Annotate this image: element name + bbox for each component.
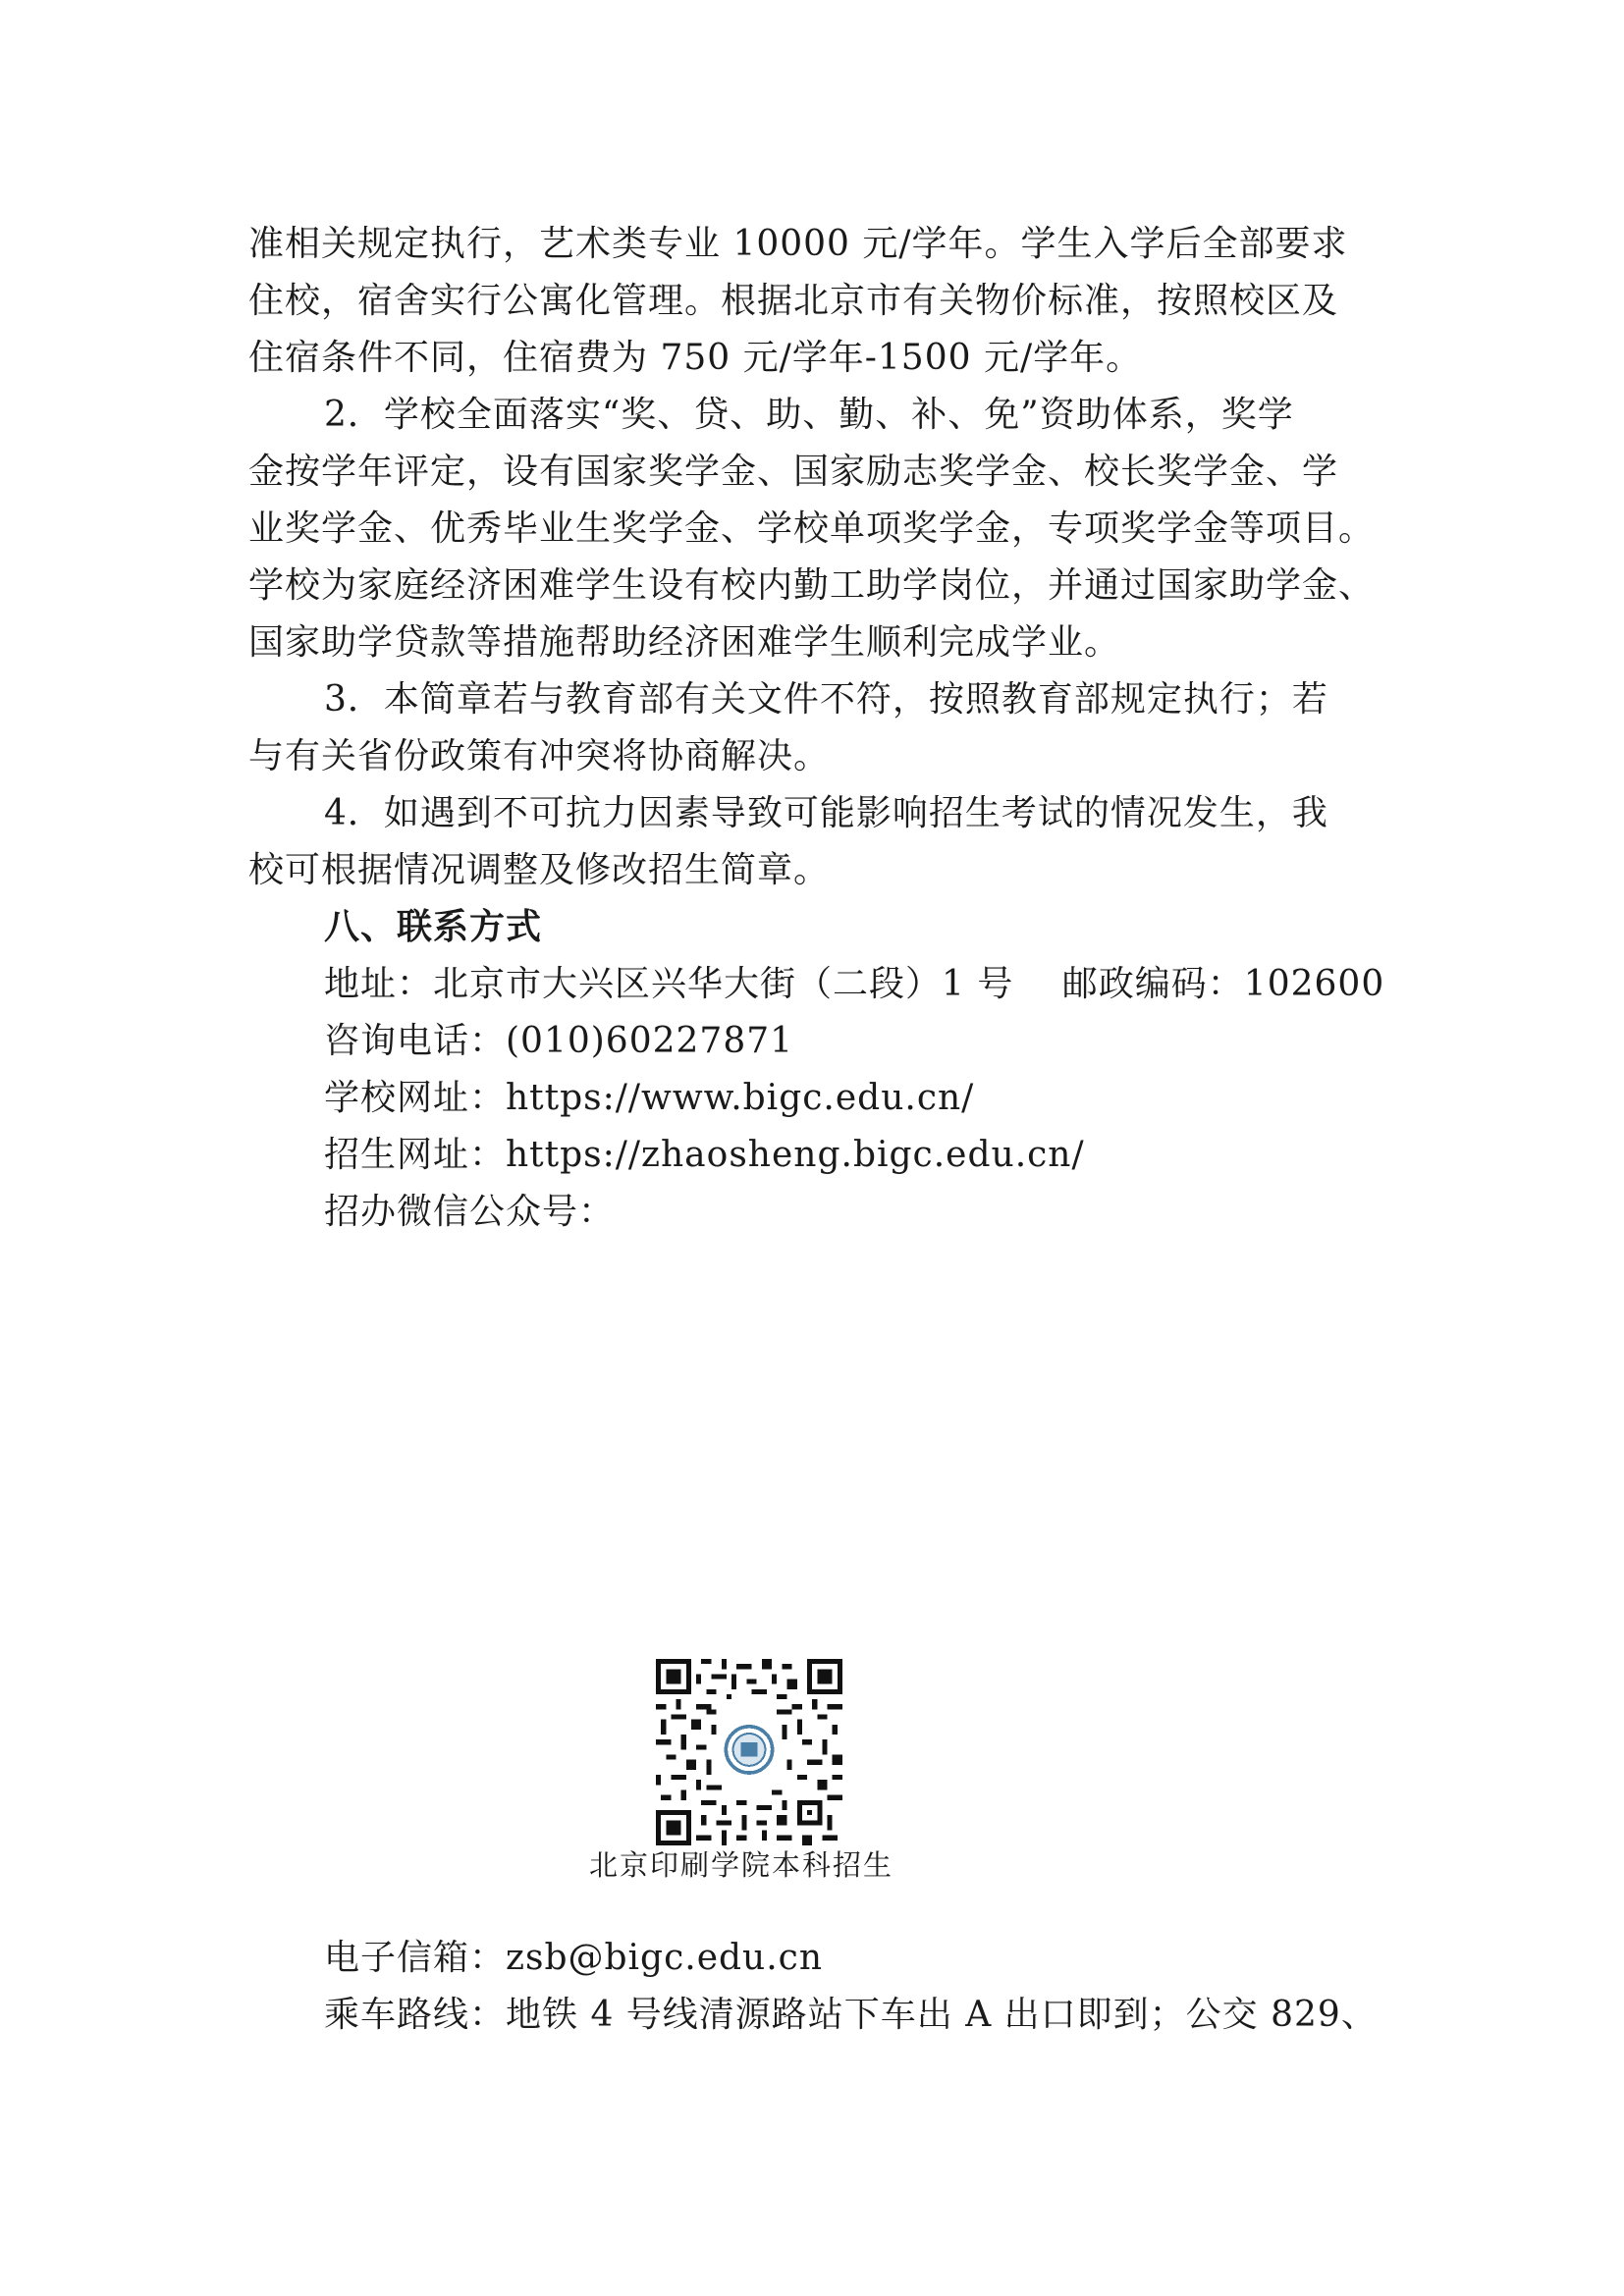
section-heading: 八、联系方式 (324, 907, 543, 947)
paragraph-line: 4．如遇到不可抗力因素导致可能影响招生考试的情况发生，我 (324, 793, 1328, 833)
contact-address: 地址：北京市大兴区兴华大街（二段）1 号 邮政编码：102600 (324, 964, 1385, 1004)
contact-school-site: 学校网址：https://www.bigc.edu.cn/ (324, 1078, 975, 1118)
contact-wechat-label: 招办微信公众号： (324, 1192, 616, 1232)
qr-code-icon (656, 1659, 842, 1845)
paragraph-line: 国家助学贷款等措施帮助经济困难学生顺利完成学业。 (248, 622, 1121, 663)
contact-admission-site: 招生网址：https://zhaosheng.bigc.edu.cn/ (324, 1135, 1085, 1175)
contact-email: 电子信箱：zsb@bigc.edu.cn (324, 1938, 824, 1978)
paragraph-line: 金按学年评定，设有国家奖学金、国家励志奖学金、校长奖学金、学 (248, 452, 1339, 492)
paragraph-line: 2．学校全面落实“奖、贷、助、勤、补、免”资助体系，奖学 (324, 395, 1294, 435)
paragraph-line: 学校为家庭经济困难学生设有校内勤工助学岗位，并通过国家助学金、 (248, 565, 1376, 606)
qr-caption: 北京印刷学院本科招生 (589, 1848, 894, 1882)
paragraph-line: 3．本简章若与教育部有关文件不符，按照教育部规定执行；若 (324, 679, 1328, 720)
contact-transit: 乘车路线：地铁 4 号线清源路站下车出 A 出口即到；公交 829、 (324, 1995, 1378, 2035)
contact-phone: 咨询电话：(010)60227871 (324, 1021, 794, 1061)
paragraph-line: 与有关省份政策有冲突将协商解决。 (248, 736, 831, 776)
paragraph-line: 住校，宿舍实行公寓化管理。根据北京市有关物价标准，按照校区及 (248, 281, 1339, 321)
paragraph-line: 准相关规定执行，艺术类专业 10000 元/学年。学生入学后全部要求 (248, 224, 1348, 264)
paragraph-line: 住宿条件不同，住宿费为 750 元/学年-1500 元/学年。 (248, 338, 1143, 378)
paragraph-line: 业奖学金、优秀毕业生奖学金、学校单项奖学金，专项奖学金等项目。 (248, 508, 1376, 549)
qr-code-svg (656, 1659, 842, 1845)
paragraph-line: 校可根据情况调整及修改招生简章。 (248, 850, 831, 890)
